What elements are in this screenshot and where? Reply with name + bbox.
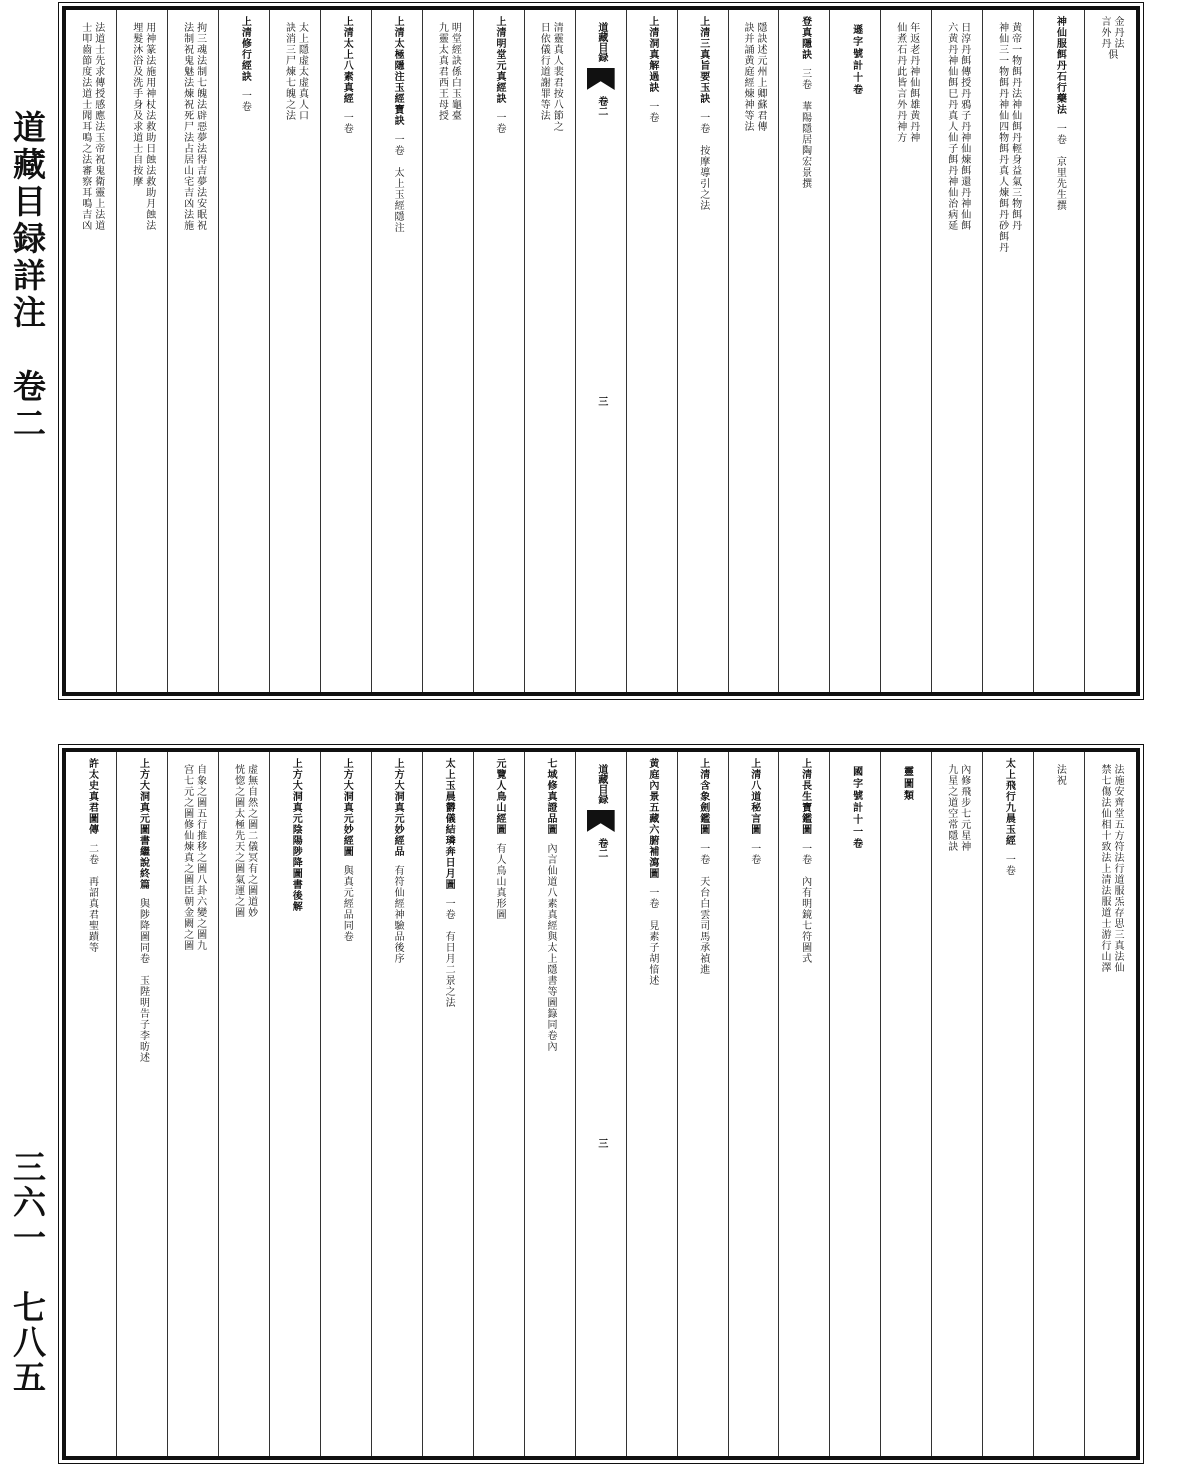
text-column xyxy=(1034,10,1085,692)
entry-title: 七域修真證品圖 xyxy=(544,758,556,835)
entry-line xyxy=(66,758,116,953)
entry-line xyxy=(117,758,167,1063)
entry-title: 登真隱訣 xyxy=(799,16,811,60)
entry-line xyxy=(678,16,728,211)
fishtail-mark xyxy=(587,810,615,832)
text-column xyxy=(525,752,576,1456)
annotation-line: 六黄丹神仙餌巳丹真人仙子餌丹神仙治病延 xyxy=(945,22,957,231)
annotation-two-line xyxy=(168,758,218,951)
text-column xyxy=(270,752,321,1456)
annotation-line: 隱訣述元州上卿蘇君傳 xyxy=(754,22,766,132)
annotation-line: 士叩齒節度法道士聞耳鳴之法審察耳鳴吉凶 xyxy=(79,22,91,231)
annotation-line: 法制祝鬼魅法煉祝死尸法占居山宅吉凶法施 xyxy=(181,22,193,231)
annotation-line: 九靈太真君西王母授 xyxy=(436,22,448,121)
entry-annotation: 一卷 內有明鏡七符圖式 xyxy=(799,843,811,964)
entry-title: 上清太極隱注玉經寶訣 xyxy=(392,16,404,126)
entry-line xyxy=(627,16,677,123)
text-column xyxy=(117,752,168,1456)
top-columns xyxy=(66,10,1136,692)
annotation-line: 日依儀行道謝罪等法 xyxy=(538,22,550,121)
text-column xyxy=(779,752,830,1456)
text-column xyxy=(678,752,729,1456)
entry-line xyxy=(474,16,524,134)
text-column xyxy=(627,752,678,1456)
entry-annotation: 一卷 京里先生撰 xyxy=(1054,123,1066,211)
annotation-line: 言外丹 xyxy=(1099,16,1111,49)
entry-line xyxy=(983,758,1033,876)
annotation-two-line xyxy=(1099,16,1122,49)
entry-title: 許太史真君圖傳 xyxy=(86,758,98,835)
entry-title: 上方大洞真元妙經圖 xyxy=(341,758,353,857)
text-column xyxy=(474,10,525,692)
annotation-two-line xyxy=(881,16,931,143)
text-column xyxy=(168,10,219,692)
split-entry xyxy=(1085,16,1136,60)
entry-annotation: 二卷 再詔真君聖蹟等 xyxy=(86,843,98,953)
page-number-margin: 三六一 七八五 xyxy=(8,1150,47,1395)
entry-annotation: 有符仙經神驗品後序 xyxy=(392,865,404,964)
annotation-line: 拘三魂法制七魄法辟惡夢法得吉夢法安眠祝 xyxy=(194,22,206,231)
entry-annotation: 與陟降圖同卷 玉陛明告子李昉述 xyxy=(137,898,149,1063)
entry-line xyxy=(321,16,371,134)
text-column xyxy=(576,10,627,692)
center-volume: 卷二 xyxy=(595,96,607,116)
center-book-title: 道藏目録 xyxy=(595,22,607,62)
text-column xyxy=(830,752,881,1456)
annotation-line: 虚無自然之圖二儀冥有之圖道妙 xyxy=(245,764,257,918)
annotation-two-line xyxy=(932,758,982,852)
entry-line xyxy=(1034,16,1084,211)
annotation-two-line xyxy=(525,16,575,132)
entry-title: 上清八道秘言圖 xyxy=(748,758,760,835)
entry-line xyxy=(372,16,422,233)
entry-annotation: 一卷 按摩導引之法 xyxy=(697,112,709,211)
text-column xyxy=(423,10,474,692)
entry-title: 神仙服餌丹石行藥法 xyxy=(1054,16,1066,115)
text-column xyxy=(729,752,780,1456)
annotation-line: 太上隱虚太虚真人口 xyxy=(296,22,308,121)
text-column xyxy=(270,10,321,692)
entry-title: 上方大洞真元圖書繼說終篇 xyxy=(137,758,149,890)
entry-annotation: 與真元經品同卷 xyxy=(341,865,353,942)
entry-line xyxy=(270,758,320,920)
text-column xyxy=(830,10,881,692)
text-column xyxy=(219,10,270,692)
entry-title: 上清修行經訣 xyxy=(239,16,251,82)
entry-annotation: 一卷 xyxy=(341,112,353,134)
text-column xyxy=(678,10,729,692)
text-column xyxy=(117,10,168,692)
page-center-strip xyxy=(576,758,626,1148)
text-column xyxy=(372,10,423,692)
entry-line xyxy=(372,758,422,964)
entry-annotation: 一卷 xyxy=(1003,854,1015,876)
text-column xyxy=(321,752,372,1456)
entry-title: 上清含象劍鑑圖 xyxy=(697,758,709,835)
entry-line xyxy=(779,16,829,189)
text-column xyxy=(321,10,372,692)
annotation-two-line xyxy=(729,16,779,132)
annotation-two-line xyxy=(66,16,116,231)
annotation-line: 黄帝一物餌丹法神仙餌丹輕身益氣三物餌丹 xyxy=(1009,22,1021,231)
entry-title: 黄庭內景五藏六腑補瀉圖 xyxy=(646,758,658,879)
center-page-number: 三 xyxy=(595,1138,607,1148)
entry-line xyxy=(779,758,829,964)
annotation-two-line xyxy=(932,16,982,231)
annotation-two-line xyxy=(983,16,1033,253)
entry-title: 上清長生寶鑑圖 xyxy=(799,758,811,835)
center-page-number: 三 xyxy=(595,396,607,406)
text-column xyxy=(1034,752,1085,1456)
entry-annotation: 一卷 xyxy=(646,101,658,123)
entry-line xyxy=(321,758,371,942)
entry-annotation: 一卷 見素子胡愔述 xyxy=(646,887,658,986)
text-column xyxy=(983,10,1034,692)
text-column xyxy=(881,752,932,1456)
annotation-line: 仙煮石丹此皆言外丹神方 xyxy=(894,22,906,143)
annotation-two-line xyxy=(117,16,167,231)
entry-annotation: 一卷 天台白雲司馬承禎進 xyxy=(697,843,709,975)
text-column xyxy=(1085,10,1136,692)
annotation-line: 法祝 xyxy=(1054,764,1066,786)
entry-title: 元覽人鳥山經圖 xyxy=(494,758,506,835)
entry-title: 上清明堂元真經訣 xyxy=(494,16,506,104)
annotation-line: 宫七元之圖修仙煉真之圖臣朝金闕之圖 xyxy=(181,764,193,951)
text-column xyxy=(474,752,525,1456)
text-column xyxy=(66,10,117,692)
center-volume: 卷二 xyxy=(595,838,607,858)
entry-title: 上清洞真解過訣 xyxy=(646,16,658,93)
entry-annotation: 有人鳥山真形圖 xyxy=(494,843,506,920)
text-column xyxy=(1085,752,1136,1456)
entry-title: 上方大洞真元陰陽陟降圖書後解 xyxy=(290,758,302,912)
fishtail-mark xyxy=(587,68,615,90)
annotation-tail: 俱 xyxy=(1105,49,1117,60)
entry-title: 上清三真旨要玉訣 xyxy=(697,16,709,104)
center-book-title: 道藏目録 xyxy=(595,764,607,804)
top-page-panel xyxy=(62,6,1140,696)
annotation-two-line xyxy=(219,758,269,918)
entry-line xyxy=(525,758,575,1052)
section-heading: 遜字號計十卷 xyxy=(850,24,862,96)
text-column xyxy=(932,10,983,692)
text-column xyxy=(66,752,117,1456)
annotation-two-line xyxy=(270,16,320,121)
text-column xyxy=(219,752,270,1456)
text-column xyxy=(627,10,678,692)
entry-line xyxy=(474,758,524,920)
text-column xyxy=(881,10,932,692)
text-column xyxy=(576,752,627,1456)
entry-annotation: 一卷 xyxy=(239,90,251,112)
entry-annotation: 三卷 華陽隱居陶宏景撰 xyxy=(799,68,811,189)
section-heading: 國字號計十一卷 xyxy=(850,766,862,850)
annotation-line: 清靈真人裴君按八節之 xyxy=(551,22,563,132)
text-column xyxy=(372,752,423,1456)
text-column xyxy=(983,752,1034,1456)
annotation-line: 日淳丹餌傳授丹鴉子丹神仙煉餌還丹神仙餌 xyxy=(958,22,970,231)
entry-line xyxy=(423,758,473,1008)
entry-annotation: 一卷 xyxy=(748,843,760,865)
page-center-strip xyxy=(576,16,626,406)
text-column xyxy=(525,10,576,692)
annotation-line: 禁七傷法仙相十致法上清法服道士游行山澤 xyxy=(1099,764,1111,973)
annotation-line: 自象之圖五行推移之圖八卦六變之圖九 xyxy=(194,764,206,951)
text-column xyxy=(168,752,219,1456)
bottom-page-panel xyxy=(62,748,1140,1460)
annotation-two-line xyxy=(423,16,473,121)
entry-line xyxy=(729,758,779,865)
book-title-margin: 道藏目録詳注 卷二 xyxy=(8,110,47,443)
annotation-two-line xyxy=(168,16,218,231)
entry-title: 太上飛行九晨玉經 xyxy=(1003,758,1015,846)
entry-title: 上方大洞真元妙經品 xyxy=(392,758,404,857)
entry-annotation: 一卷 太上玉經隱注 xyxy=(392,134,404,233)
annotation-line: 明堂經訣係白玉龜臺 xyxy=(449,22,461,121)
entry-annotation: 一卷 xyxy=(494,112,506,134)
entry-line xyxy=(678,758,728,975)
section-heading: 靈圖類 xyxy=(901,766,913,802)
entry-line xyxy=(219,16,269,112)
annotation-two-line xyxy=(1085,758,1136,973)
entry-annotation: 一卷 有日月二景之法 xyxy=(443,898,455,1008)
entry-line xyxy=(627,758,677,986)
entry-annotation: 內言仙道八素真經與太上隱書等圖籙同卷內 xyxy=(544,843,556,1052)
annotation-line: 埋髮沐浴及洗手身及求道士自按摩 xyxy=(130,22,142,187)
text-column xyxy=(779,10,830,692)
annotation-line: 訣并誦黄庭經煉神等法 xyxy=(741,22,753,132)
annotation-line: 年返老丹神仙餌雄黄丹神 xyxy=(907,22,919,143)
annotation-line: 法施安齊堂五方符法行道服炁存思三真法仙 xyxy=(1112,764,1124,973)
annotation-line: 內修飛步七元星神 xyxy=(958,764,970,852)
annotation-line: 用神篆法施用神杖法救助日蝕法救助月蝕法 xyxy=(143,22,155,231)
annotation-line: 訣消三尸煉七魄之法 xyxy=(283,22,295,121)
annotation-line: 神仙三一物餌丹神仙四物餌丹真人煉餌丹砂餌丹 xyxy=(996,22,1008,253)
annotation-line: 金丹法 xyxy=(1112,16,1124,49)
text-column xyxy=(932,752,983,1456)
entry-title: 太上玉晨欝儀結璘奔日月圖 xyxy=(443,758,455,890)
annotation-line: 恍惚之圖太極先天之圖氣運之圖 xyxy=(232,764,244,918)
text-column xyxy=(729,10,780,692)
annotation-line: 法道士先求傳授感應法玉帝祝鬼衛靈上法道 xyxy=(92,22,104,231)
entry-title: 上清太上八素真經 xyxy=(341,16,353,104)
annotation-line: 九星之道空常隱訣 xyxy=(945,764,957,852)
text-column xyxy=(423,752,474,1456)
bottom-columns xyxy=(66,752,1136,1456)
